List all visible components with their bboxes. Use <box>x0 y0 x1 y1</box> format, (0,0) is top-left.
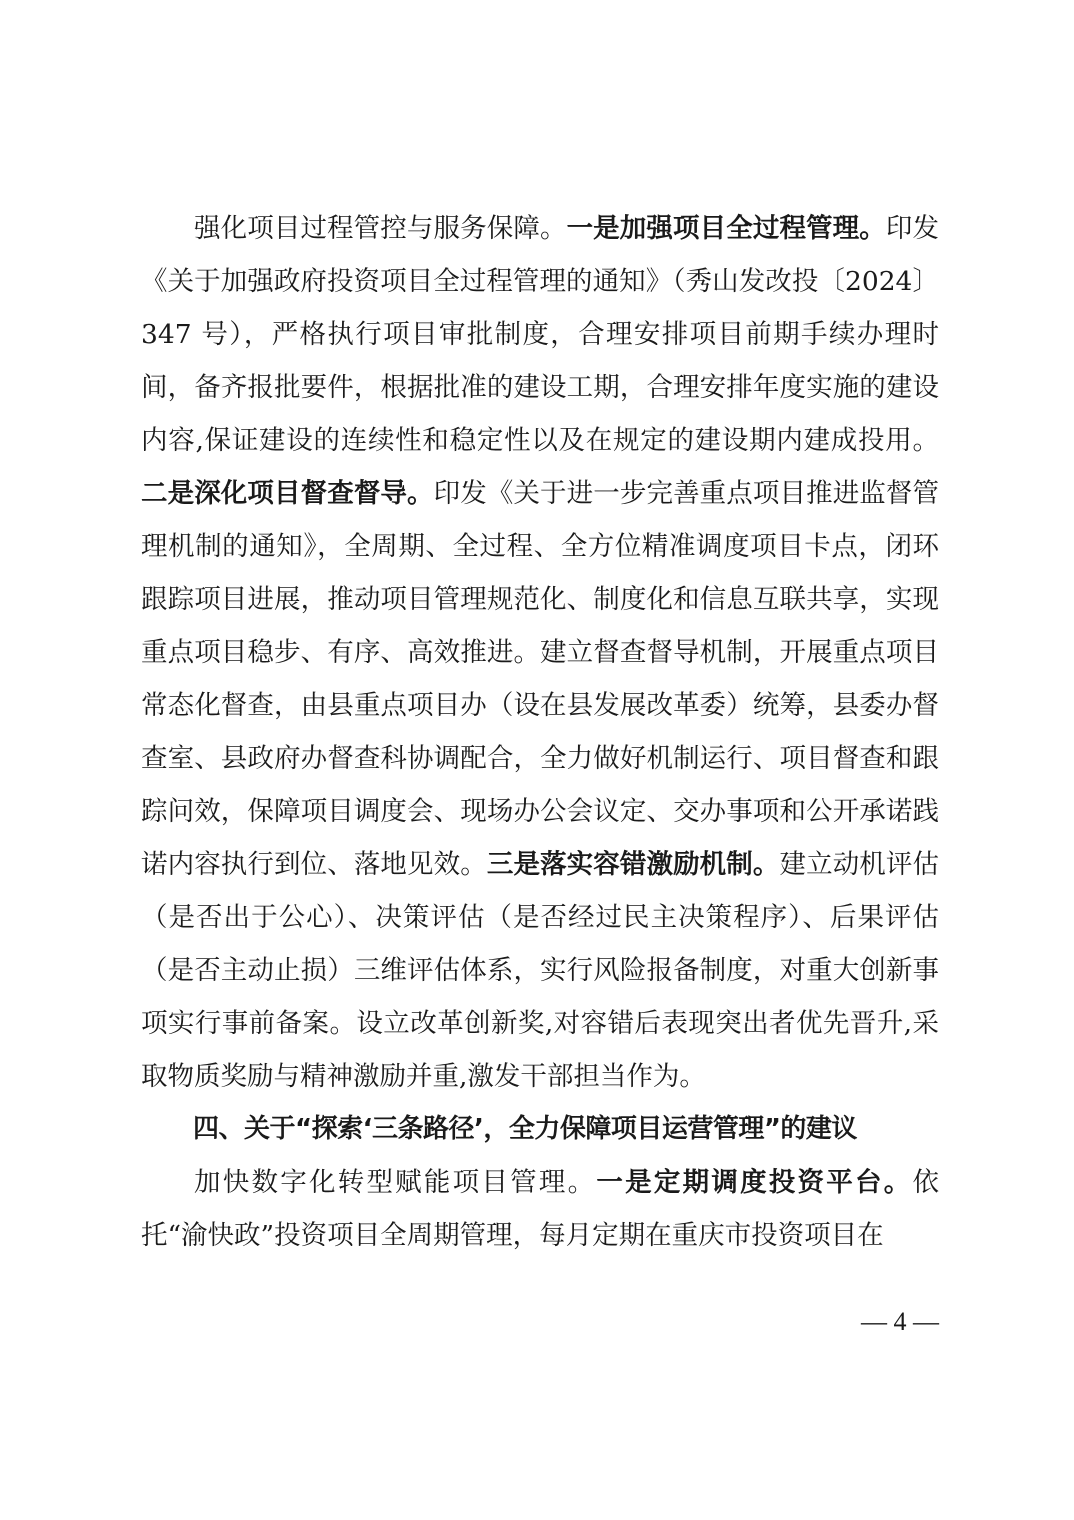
point-1-title: 一是加强项目全过程管理。 <box>566 213 886 244</box>
paragraph-lead: 强化项目过程管控与服务保障。 <box>194 213 567 244</box>
point-2-text: 印发《关于进一步完善重点项目推进监督管理机制的通知》，全周期、全过程、全方位精准调度项目卡点，闭环跟踪项目进展，推动项目管理规范化、制度化和信息互联共享，实现重点项目稳步、有序、高效推进。建立督查督导机制，开展重点项目常态化督查，由县重点项目办（设在县发展改革委）统筹，县委办督查室、县政府办督查科协调配合，全力做好机制运行、项目督查和跟踪问效，保障项目调度会、现场办公会议定、交办事项和公开承诺践诺内容执行到位、落地见效。 <box>141 478 940 880</box>
point-2-title: 二是深化项目督查督导。 <box>141 478 434 509</box>
section-heading: 四、关于“探索‘三条路径’，全力保障项目运营管理”的建议 <box>193 1114 857 1144</box>
paragraph-digital-transformation <box>141 1156 939 1262</box>
paragraph-process-control <box>141 202 939 1103</box>
point-3-text: 建立动机评估（是否出于公心）、决策评估（是否经过民主决策程序）、后果评估（是否主动止损）三维评估体系，实行风险报备制度，对重大创新事项实行事前备案。设立改革创新奖,对容错后表现突出者优先晋升,采取物质奖励与精神激励并重,激发干部担当作为。 <box>141 849 940 1092</box>
point-3-title: 三是落实容错激励机制。 <box>486 849 780 880</box>
point-1-text: 依托“渝快政”投资项目全周期管理，每月定期在重庆市投资项目在 <box>141 1167 940 1251</box>
paragraph-lead: 加快数字化转型赋能项目管理。 <box>194 1167 597 1198</box>
point-1-text: 印发《关于加强政府投资项目全过程管理的通知》（秀山发改投〔2024〕347 号），严格执行项目审批制度，合理安排项目前期手续办理时间，备齐报批要件，根据批准的建设工期，合理安排年度实施的建设内容,保证建设的连续性和稳定性以及在规定的建设期内建成投用。 <box>141 213 940 456</box>
point-1-title: 一是定期调度投资平台。 <box>596 1167 913 1198</box>
document-body <box>141 202 939 1262</box>
page-number: — 4 — <box>861 1307 939 1336</box>
